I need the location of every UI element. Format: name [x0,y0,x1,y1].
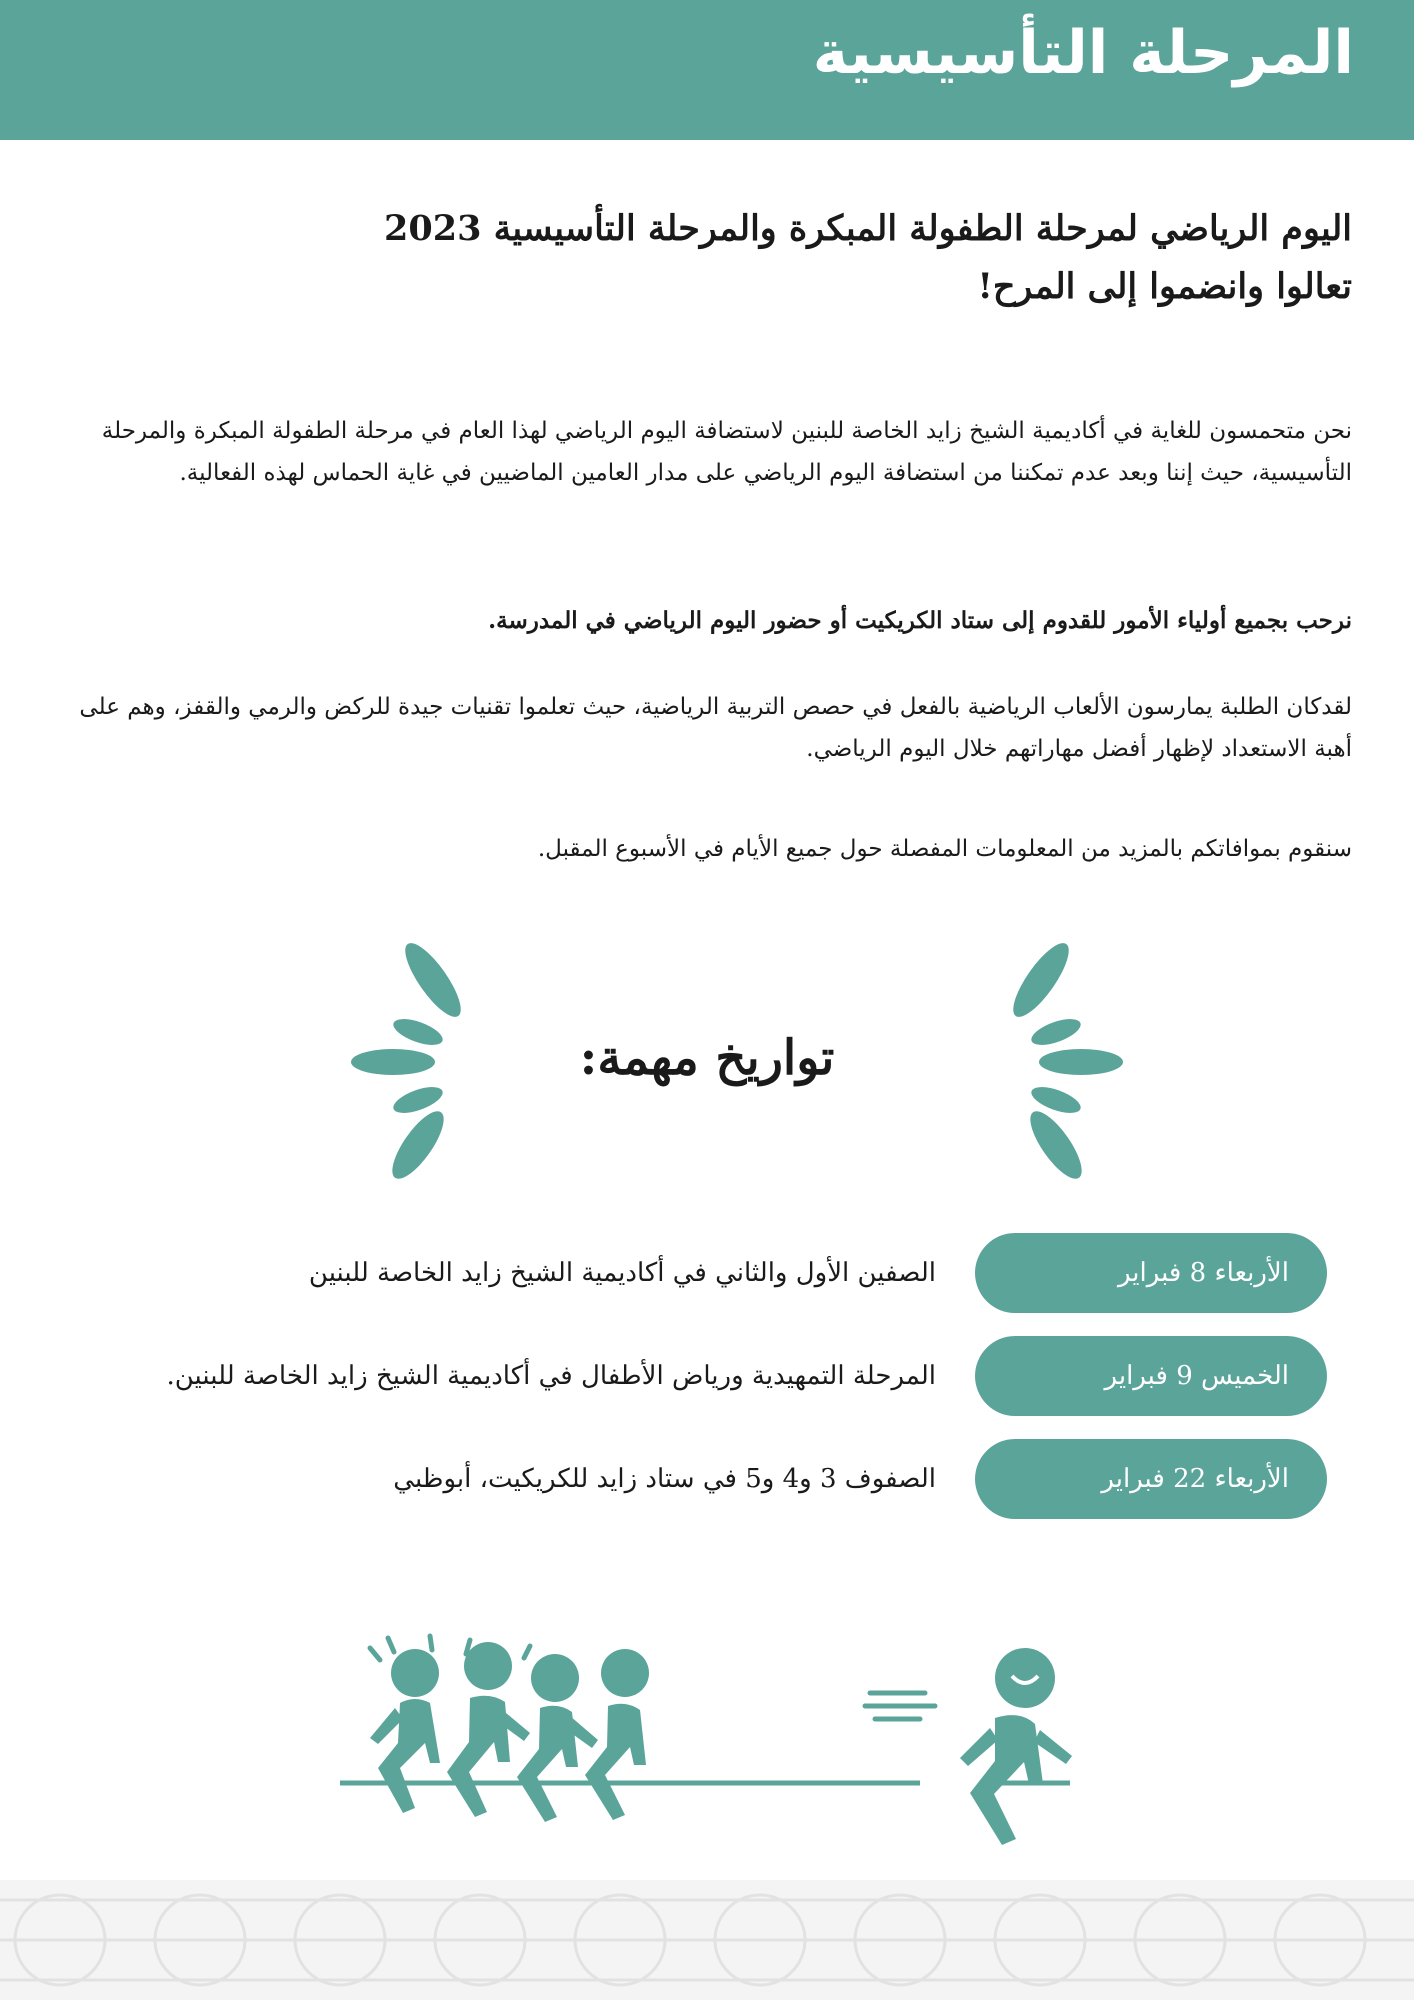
date-badge: الخميس 9 فبراير [975,1336,1327,1416]
date-badge: الأربعاء 8 فبراير [975,1233,1327,1313]
followup-paragraph: سنقوم بموافاتكم بالمزيد من المعلومات المفصلة حول جميع الأيام في الأسبوع المقبل. [537,836,1352,862]
page-title: المرحلة التأسيسية [812,18,1354,88]
date-description: الصفوف 3 و4 و5 في ستاد زايد للكريكيت، أبوظبي [393,1464,936,1494]
practice-paragraph: لقدكان الطلبة يمارسون الألعاب الرياضية بالفعل في حصص التربية الرياضية، حيث تعلموا تقنيات جيدة للركض والرمي والقفز، وهم على أهبة الاستعداد لإظهار أفضل مهاراتهم خلال اليوم الرياضي. [79,694,1352,762]
welcome-paragraph: نرحب بجميع أولياء الأمور للقدوم إلى ستاد الكريكيت أو حضور اليوم الرياضي في المدرسة. [488,607,1352,634]
pattern-footer [0,1880,1414,2000]
date-row [0,1233,1414,1315]
burst-icon [348,940,478,1190]
important-dates-title: تواريخ مهمة: [579,1030,835,1086]
runners-illustration [340,1618,1080,1868]
date-description: الصفين الأول والثاني في أكاديمية الشيخ زايد الخاصة للبنين [308,1258,936,1288]
event-heading [252,200,1352,316]
date-badge: الأربعاء 22 فبراير [975,1439,1327,1519]
event-heading-line2: تعالوا وانضموا إلى المرح! [977,266,1352,307]
date-description: المرحلة التمهيدية ورياض الأطفال في أكاديمية الشيخ زايد الخاصة للبنين. [166,1361,936,1391]
event-heading-line1: اليوم الرياضي لمرحلة الطفولة المبكرة والمرحلة التأسيسية 2023 [384,208,1352,249]
header-banner [0,0,1414,140]
intro-paragraph: نحن متحمسون للغاية في أكاديمية الشيخ زايد الخاصة للبنين لاستضافة اليوم الرياضي لهذا العام في مرحلة الطفولة المبكرة والمرحلة التأسيسية، حيث إننا وبعد عدم تمكننا من استضافة اليوم الرياضي على مدار العامين الماضيين في غاية الحماس لهذه الفعالية. [101,418,1352,486]
date-row [0,1439,1414,1521]
date-row [0,1336,1414,1418]
burst-icon [996,940,1126,1190]
